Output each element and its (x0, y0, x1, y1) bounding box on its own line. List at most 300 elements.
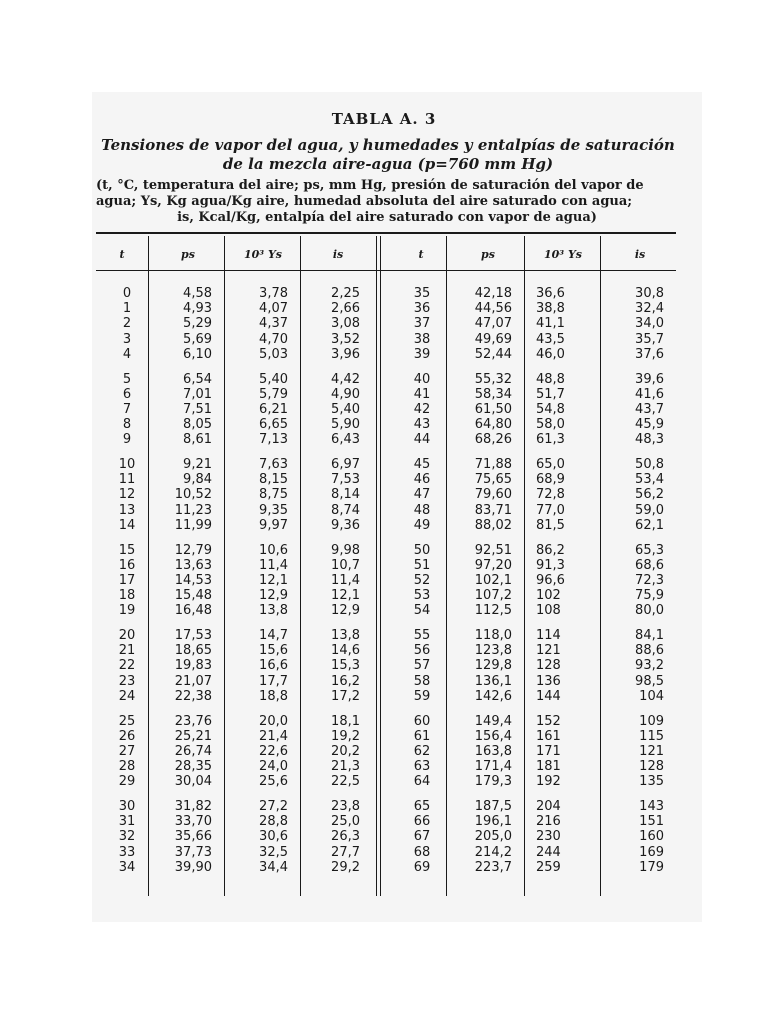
cell-ys: 6,65 (259, 417, 288, 433)
header-ys-left: 10³ Ys (243, 248, 282, 261)
cell-ps: 35,66 (174, 829, 212, 845)
cell-ps: 33,70 (174, 814, 212, 830)
cell-ps: 112,5 (474, 603, 512, 619)
cell-is: 4,42 (331, 371, 360, 387)
cell-t: 57 (413, 658, 431, 674)
cell-ys: 38,8 (536, 301, 565, 317)
cell-ps: 7,51 (183, 401, 212, 417)
cell-is: 32,4 (635, 301, 664, 317)
subtitle-line-1: Tensiones de vapor del agua, y humedades y entalpías de saturación (101, 136, 675, 154)
cell-ys: 3,78 (259, 286, 288, 301)
cell-t: 26 (118, 728, 136, 744)
cell-t: 38 (413, 331, 431, 347)
cell-ys: 108 (536, 603, 561, 619)
cell-ps: 4,93 (183, 301, 212, 317)
cell-is: 98,5 (635, 673, 664, 689)
cell-t: 56 (413, 643, 431, 659)
cell-ps: 30,04 (174, 774, 212, 790)
cell-ys: 14,7 (259, 628, 288, 643)
cell-is: 13,8 (331, 628, 360, 643)
cell-ys: 4,70 (259, 331, 288, 347)
cell-ps: 71,88 (474, 457, 512, 472)
header-ps-right: ps (481, 248, 495, 261)
cell-ys: 8,15 (259, 472, 288, 488)
cell-ys: 7,63 (259, 457, 288, 472)
legend-line-3: is, Kcal/Kg, entalpía del aire saturado con vapor de agua) (177, 210, 597, 225)
cell-t: 39 (413, 346, 431, 362)
cell-t: 21 (118, 643, 136, 659)
cell-ys: 128 (536, 658, 561, 674)
cell-is: 6,43 (331, 432, 360, 448)
cell-is: 93,2 (635, 658, 664, 674)
cell-is: 128 (639, 759, 664, 775)
cell-ys: 5,40 (259, 371, 288, 387)
cell-is: 43,7 (635, 401, 664, 417)
cell-ps: 4,58 (183, 286, 212, 301)
cell-is: 135 (639, 774, 664, 790)
cell-t: 37 (413, 316, 431, 332)
cell-ys: 28,8 (259, 814, 288, 830)
cell-is: 9,98 (331, 542, 360, 558)
cell-ps: 79,60 (474, 487, 512, 503)
cell-is: 50,8 (635, 457, 664, 472)
cell-ys: 17,7 (259, 673, 288, 689)
cell-t: 51 (413, 557, 431, 573)
cell-is: 34,0 (635, 316, 664, 332)
col-divider-3 (300, 236, 301, 896)
cell-ps: 15,48 (174, 588, 212, 604)
cell-ys: 181 (536, 759, 561, 775)
cell-ys: 5,79 (259, 386, 288, 402)
cell-ps: 9,21 (183, 457, 212, 472)
cell-is: 41,6 (635, 386, 664, 402)
cell-t: 19 (118, 603, 136, 619)
cell-ys: 152 (536, 713, 561, 729)
cell-ys: 244 (536, 844, 561, 860)
cell-ys: 11,4 (259, 557, 288, 573)
cell-ps: 97,20 (474, 557, 512, 573)
cell-t: 33 (118, 844, 136, 860)
cell-t: 30 (118, 799, 136, 814)
cell-is: 30,8 (635, 286, 664, 301)
cell-ys: 81,5 (536, 517, 565, 533)
cell-ys: 91,3 (536, 557, 565, 573)
cell-t: 54 (413, 603, 431, 619)
cell-is: 3,52 (331, 331, 360, 347)
cell-ps: 171,4 (474, 759, 512, 775)
cell-ps: 12,79 (174, 542, 212, 558)
cell-t: 59 (413, 688, 431, 704)
cell-ys: 43,5 (536, 331, 565, 347)
cell-is: 45,9 (635, 417, 664, 433)
cell-is: 4,90 (331, 386, 360, 402)
cell-ys: 7,13 (259, 432, 288, 448)
subtitle-line-2: de la mezcla aire-agua (p=760 mm Hg) (222, 155, 554, 173)
cell-ys: 36,6 (536, 286, 565, 301)
cell-is: 18,1 (331, 713, 360, 729)
cell-is: 35,7 (635, 331, 664, 347)
cell-t: 9 (122, 432, 132, 448)
cell-ps: 58,34 (474, 386, 512, 402)
cell-ps: 163,8 (474, 743, 512, 759)
cell-is: 21,3 (331, 759, 360, 775)
cell-is: 12,1 (331, 588, 360, 604)
cell-ps: 11,23 (174, 502, 212, 518)
cell-ps: 102,1 (474, 572, 512, 588)
col-divider-5 (446, 236, 447, 896)
cell-t: 1 (122, 301, 132, 317)
cell-ps: 205,0 (474, 829, 512, 845)
header-ys-right: 10³ Ys (543, 248, 582, 261)
cell-t: 13 (118, 502, 136, 518)
cell-is: 27,7 (331, 844, 360, 860)
cell-ps: 37,73 (174, 844, 212, 860)
cell-t: 62 (413, 743, 431, 759)
cell-ys: 192 (536, 774, 561, 790)
cell-ps: 42,18 (474, 286, 512, 301)
header-t-left: t (119, 248, 125, 261)
cell-ys: 121 (536, 643, 561, 659)
cell-ys: 9,35 (259, 502, 288, 518)
cell-ys: 58,0 (536, 417, 565, 433)
cell-t: 4 (122, 346, 132, 362)
header-rule (96, 270, 676, 271)
cell-is: 65,3 (635, 542, 664, 558)
cell-t: 32 (118, 829, 136, 845)
cell-ys: 30,6 (259, 829, 288, 845)
cell-ps: 55,32 (474, 371, 512, 387)
cell-ys: 46,0 (536, 346, 565, 362)
cell-t: 40 (413, 371, 431, 387)
cell-ps: 26,74 (174, 743, 212, 759)
cell-ps: 9,84 (183, 472, 212, 488)
header-is-right: is (634, 248, 646, 261)
cell-ys: 171 (536, 743, 561, 759)
col-divider-6 (524, 236, 525, 896)
cell-ps: 8,61 (183, 432, 212, 448)
cell-ps: 31,82 (174, 799, 212, 814)
cell-ps: 83,71 (474, 502, 512, 518)
cell-is: 59,0 (635, 502, 664, 518)
cell-is: 7,53 (331, 472, 360, 488)
cell-t: 36 (413, 301, 431, 317)
cell-ys: 77,0 (536, 502, 565, 518)
legend-line-1: (t, °C, temperatura del aire; ps, mm Hg, presión de saturación del vapor de (96, 178, 644, 193)
cell-is: 72,3 (635, 572, 664, 588)
cell-t: 29 (118, 774, 136, 790)
cell-is: 2,66 (331, 301, 360, 317)
cell-t: 22 (118, 658, 136, 674)
cell-t: 6 (122, 386, 132, 402)
cell-is: 121 (639, 743, 664, 759)
cell-t: 55 (413, 628, 431, 643)
cell-t: 43 (413, 417, 431, 433)
cell-ps: 88,02 (474, 517, 512, 533)
cell-ys: 8,75 (259, 487, 288, 503)
cell-is: 8,14 (331, 487, 360, 503)
cell-t: 5 (122, 371, 132, 387)
cell-ys: 32,5 (259, 844, 288, 860)
cell-ps: 5,69 (183, 331, 212, 347)
col-divider-center-a (376, 236, 377, 896)
cell-is: 11,4 (331, 572, 360, 588)
cell-is: 68,6 (635, 557, 664, 573)
cell-ps: 21,07 (174, 673, 212, 689)
cell-ys: 65,0 (536, 457, 565, 472)
cell-ps: 7,01 (183, 386, 212, 402)
cell-is: 151 (639, 814, 664, 830)
cell-ys: 21,4 (259, 728, 288, 744)
cell-t: 31 (118, 814, 136, 830)
cell-t: 67 (413, 829, 431, 845)
cell-ys: 25,6 (259, 774, 288, 790)
cell-ps: 14,53 (174, 572, 212, 588)
cell-ys: 96,6 (536, 572, 565, 588)
cell-ys: 86,2 (536, 542, 565, 558)
cell-ys: 12,1 (259, 572, 288, 588)
cell-is: 25,0 (331, 814, 360, 830)
cell-is: 84,1 (635, 628, 664, 643)
cell-ps: 187,5 (474, 799, 512, 814)
cell-ys: 216 (536, 814, 561, 830)
cell-ps: 179,3 (474, 774, 512, 790)
header-is-left: is (332, 248, 344, 261)
cell-ys: 10,6 (259, 542, 288, 558)
cell-is: 143 (639, 799, 664, 814)
cell-t: 65 (413, 799, 431, 814)
cell-ys: 68,9 (536, 472, 565, 488)
cell-ps: 52,44 (474, 346, 512, 362)
cell-ps: 64,80 (474, 417, 512, 433)
cell-ps: 214,2 (474, 844, 512, 860)
cell-ps: 47,07 (474, 316, 512, 332)
cell-is: 3,96 (331, 346, 360, 362)
cell-is: 5,40 (331, 401, 360, 417)
cell-is: 75,9 (635, 588, 664, 604)
cell-is: 9,36 (331, 517, 360, 533)
cell-ys: 4,07 (259, 301, 288, 317)
cell-t: 20 (118, 628, 136, 643)
cell-is: 6,97 (331, 457, 360, 472)
cell-is: 56,2 (635, 487, 664, 503)
cell-is: 104 (639, 688, 664, 704)
cell-t: 47 (413, 487, 431, 503)
cell-ps: 23,76 (174, 713, 212, 729)
cell-t: 0 (122, 286, 132, 301)
cell-ps: 10,52 (174, 487, 212, 503)
cell-ps: 6,54 (183, 371, 212, 387)
cell-is: 23,8 (331, 799, 360, 814)
col-divider-1 (148, 236, 149, 896)
cell-ps: 92,51 (474, 542, 512, 558)
cell-t: 66 (413, 814, 431, 830)
cell-ys: 27,2 (259, 799, 288, 814)
cell-t: 27 (118, 743, 136, 759)
cell-is: 53,4 (635, 472, 664, 488)
cell-t: 48 (413, 502, 431, 518)
cell-t: 16 (118, 557, 136, 573)
cell-is: 29,2 (331, 859, 360, 875)
cell-is: 179 (639, 859, 664, 875)
cell-is: 19,2 (331, 728, 360, 744)
col-divider-7 (600, 236, 601, 896)
cell-ys: 5,03 (259, 346, 288, 362)
cell-t: 50 (413, 542, 431, 558)
col-divider-2 (224, 236, 225, 896)
cell-t: 45 (413, 457, 431, 472)
cell-ps: 68,26 (474, 432, 512, 448)
cell-ps: 39,90 (174, 859, 212, 875)
cell-is: 3,08 (331, 316, 360, 332)
cell-ys: 4,37 (259, 316, 288, 332)
cell-is: 5,90 (331, 417, 360, 433)
cell-ps: 123,8 (474, 643, 512, 659)
cell-ys: 230 (536, 829, 561, 845)
cell-is: 169 (639, 844, 664, 860)
cell-ys: 13,8 (259, 603, 288, 619)
cell-t: 53 (413, 588, 431, 604)
legend-line-2: agua; Ys, Kg agua/Kg aire, humedad absoluta del aire saturado con agua; (96, 194, 633, 209)
cell-ys: 54,8 (536, 401, 565, 417)
cell-is: 15,3 (331, 658, 360, 674)
cell-ys: 18,8 (259, 688, 288, 704)
cell-is: 80,0 (635, 603, 664, 619)
cell-is: 88,6 (635, 643, 664, 659)
cell-ys: 20,0 (259, 713, 288, 729)
cell-ys: 12,9 (259, 588, 288, 604)
cell-ys: 9,97 (259, 517, 288, 533)
cell-t: 25 (118, 713, 136, 729)
cell-is: 39,6 (635, 371, 664, 387)
cell-ys: 161 (536, 728, 561, 744)
cell-t: 8 (122, 417, 132, 433)
cell-ps: 25,21 (174, 728, 212, 744)
cell-ys: 204 (536, 799, 561, 814)
cell-ps: 5,29 (183, 316, 212, 332)
col-divider-center-b (380, 236, 381, 896)
header-ps-left: ps (181, 248, 195, 261)
cell-is: 17,2 (331, 688, 360, 704)
cell-ys: 144 (536, 688, 561, 704)
cell-is: 12,9 (331, 603, 360, 619)
cell-ps: 18,65 (174, 643, 212, 659)
cell-t: 18 (118, 588, 136, 604)
cell-t: 60 (413, 713, 431, 729)
cell-is: 20,2 (331, 743, 360, 759)
cell-ps: 16,48 (174, 603, 212, 619)
cell-t: 17 (118, 572, 136, 588)
cell-t: 68 (413, 844, 431, 860)
cell-ps: 6,10 (183, 346, 212, 362)
cell-ps: 142,6 (474, 688, 512, 704)
cell-is: 22,5 (331, 774, 360, 790)
cell-is: 62,1 (635, 517, 664, 533)
cell-ys: 16,6 (259, 658, 288, 674)
cell-ps: 75,65 (474, 472, 512, 488)
cell-is: 48,3 (635, 432, 664, 448)
cell-ys: 6,21 (259, 401, 288, 417)
cell-t: 42 (413, 401, 431, 417)
cell-t: 64 (413, 774, 431, 790)
cell-ps: 129,8 (474, 658, 512, 674)
cell-t: 11 (118, 472, 136, 488)
cell-t: 35 (413, 286, 431, 301)
header-t-right: t (418, 248, 424, 261)
cell-t: 52 (413, 572, 431, 588)
cell-ys: 48,8 (536, 371, 565, 387)
cell-t: 49 (413, 517, 431, 533)
cell-t: 69 (413, 859, 431, 875)
cell-ys: 15,6 (259, 643, 288, 659)
cell-ps: 196,1 (474, 814, 512, 830)
cell-ps: 28,35 (174, 759, 212, 775)
cell-t: 28 (118, 759, 136, 775)
cell-t: 2 (122, 316, 132, 332)
cell-ps: 223,7 (474, 859, 512, 875)
cell-ys: 61,3 (536, 432, 565, 448)
cell-ps: 149,4 (474, 713, 512, 729)
cell-t: 10 (118, 457, 136, 472)
cell-is: 26,3 (331, 829, 360, 845)
cell-ys: 24,0 (259, 759, 288, 775)
cell-ys: 51,7 (536, 386, 565, 402)
cell-is: 37,6 (635, 346, 664, 362)
cell-ys: 136 (536, 673, 561, 689)
cell-t: 24 (118, 688, 136, 704)
cell-t: 44 (413, 432, 431, 448)
cell-ps: 22,38 (174, 688, 212, 704)
cell-is: 109 (639, 713, 664, 729)
cell-t: 3 (122, 331, 132, 347)
cell-ys: 114 (536, 628, 561, 643)
cell-ys: 102 (536, 588, 561, 604)
cell-ys: 41,1 (536, 316, 565, 332)
table-legend (96, 178, 678, 226)
cell-ps: 49,69 (474, 331, 512, 347)
cell-is: 2,25 (331, 286, 360, 301)
cell-t: 7 (122, 401, 132, 417)
cell-t: 63 (413, 759, 431, 775)
cell-ps: 107,2 (474, 588, 512, 604)
cell-ps: 156,4 (474, 728, 512, 744)
cell-ps: 11,99 (174, 517, 212, 533)
cell-ps: 118,0 (474, 628, 512, 643)
cell-t: 34 (118, 859, 136, 875)
cell-ps: 61,50 (474, 401, 512, 417)
cell-is: 8,74 (331, 502, 360, 518)
cell-ps: 13,63 (174, 557, 212, 573)
cell-ys: 22,6 (259, 743, 288, 759)
cell-ys: 259 (536, 859, 561, 875)
cell-ps: 17,53 (174, 628, 212, 643)
cell-t: 58 (413, 673, 431, 689)
top-rule (96, 232, 676, 234)
cell-ps: 19,83 (174, 658, 212, 674)
table-subtitle (96, 136, 680, 174)
cell-t: 14 (118, 517, 136, 533)
cell-ys: 72,8 (536, 487, 565, 503)
cell-t: 23 (118, 673, 136, 689)
cell-is: 14,6 (331, 643, 360, 659)
cell-ps: 8,05 (183, 417, 212, 433)
cell-ps: 136,1 (474, 673, 512, 689)
cell-t: 61 (413, 728, 431, 744)
cell-t: 15 (118, 542, 136, 558)
cell-t: 12 (118, 487, 136, 503)
cell-t: 41 (413, 386, 431, 402)
cell-t: 46 (413, 472, 431, 488)
cell-is: 160 (639, 829, 664, 845)
